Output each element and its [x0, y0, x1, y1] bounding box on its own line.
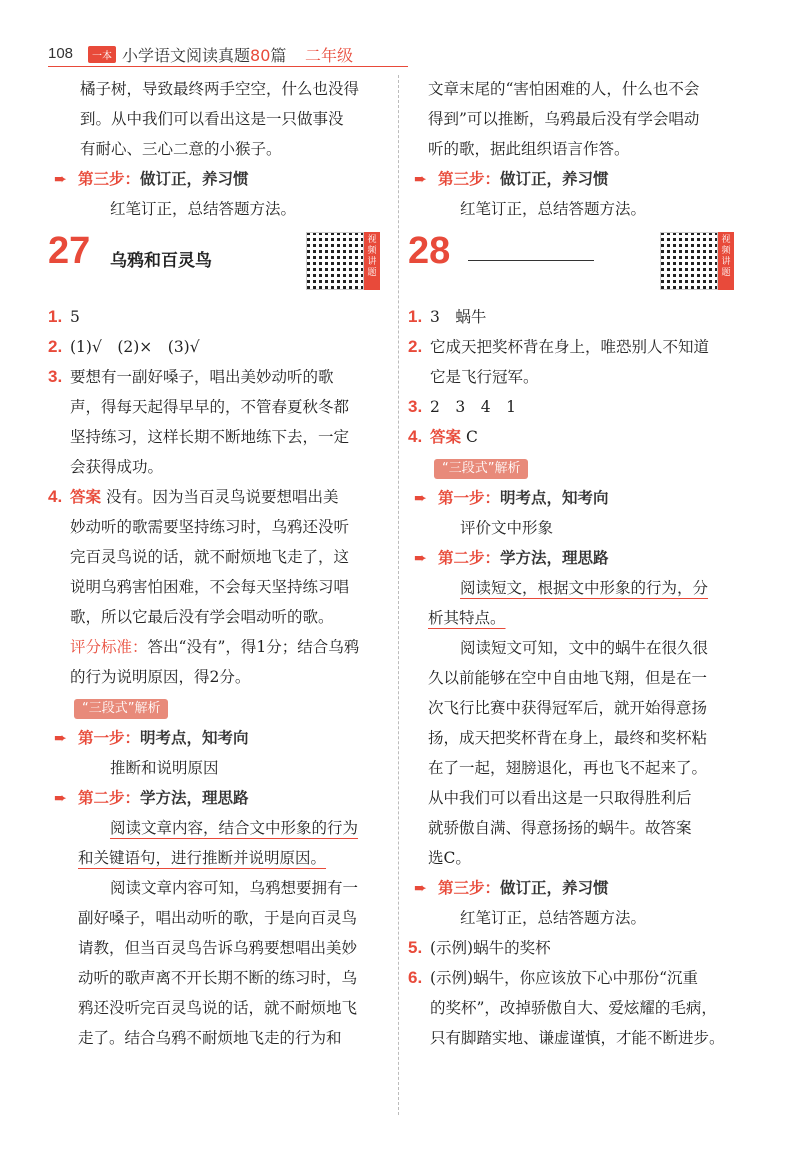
series-logo: 一本: [88, 46, 116, 63]
analysis-block: 阅读短文可知，文中的蜗牛在很久很 久以前能够在空中自由地飞翔，但是在一 次飞行比赛中获得冠军后，就开始得意扬 扬，成天把奖杯背在身上，最终和奖杯粘 在了一起，翅膀退化，再也飞不起来了。 从中我们可以看出这是一只取得胜利后 就骄傲自满、得意扬扬的蜗牛。故答案 选C。: [428, 639, 709, 867]
title-blank-line: [468, 260, 594, 261]
page-header: [0, 0, 800, 70]
question-27-header: [48, 224, 383, 302]
step1-heading: ➨ 第一步：明考点，知考向: [408, 483, 743, 513]
arrow-icon: ➨: [414, 879, 427, 897]
step2-heading: ➨ 第二步：学方法，理思路: [408, 543, 743, 573]
answer-4: 4. 答案 没有。因为当百灵鸟说要想唱出美 妙动听的歌需要坚持练习时，乌鸦还没听 完百灵鸟说的话，就不耐烦地飞走了，这 说明乌鸦害怕困难，不会每天坚持练习唱 歌，所以它最后没有学会唱动听的歌。 评分标准：答出“没有”，得1分；结合乌鸦 的行为说明原因，得2分。: [48, 487, 360, 686]
analysis-block: 阅读文章内容可知，乌鸦想要拥有一 副好嗓子，唱出动听的歌，于是向百灵鸟 请教，但当百灵鸟告诉乌鸦要想唱出美妙 动听的歌声离不开长期不断的练习时，乌 鸦还没听完百灵鸟说的话，就不耐烦地飞 走了。结合乌鸦不耐烦地飞走的行为和: [78, 879, 359, 1047]
answer-1: 1. 3 蜗牛: [408, 307, 487, 326]
continued-line: 有耐心、三心二意的小猴子。: [80, 140, 282, 158]
answer-3: 3. 2 3 4 1: [408, 397, 516, 416]
step3b-text: 红笔订正，总结答题方法。: [460, 909, 647, 927]
analysis-badge: “三段式”解析: [434, 459, 528, 479]
step2-heading: ➨ 第二步：学方法，理思路: [48, 783, 383, 813]
step3-heading: ➨ 第三步：做订正，养习惯: [48, 164, 383, 194]
answer-2: 2. (1)√ (2)× (3)√: [48, 337, 200, 356]
answer-3: 3. 要想有一副好嗓子，唱出美妙动听的歌 声，得每天起得早早的，不管春夏秋冬都 坚持练习，这样长期不断地练下去，一定 会获得成功。: [48, 367, 350, 476]
right-column: [408, 74, 743, 1053]
left-column: [48, 74, 383, 1053]
question-28-header: [408, 224, 743, 302]
book-title: 小学语文阅读真题80篇: [122, 46, 287, 65]
answer-2: 2. 它成天把奖杯背在身上，唯恐别人不知道 它是飞行冠军。: [408, 337, 710, 386]
continued-line: 到。从中我们可以看出这是一只做事没: [80, 110, 344, 128]
step1-text: 推断和说明原因: [110, 759, 219, 777]
column-divider: [398, 75, 399, 1115]
score-label: 评分标准：: [70, 638, 148, 656]
question-number: 28: [408, 230, 451, 272]
page-number: 108: [48, 45, 74, 62]
step3-heading: ➨ 第三步：做订正，养习惯: [408, 164, 743, 194]
header-rule: [48, 66, 408, 67]
continued-line: 橘子树，导致最终两手空空，什么也没得: [80, 80, 360, 98]
answer-1: 1. 5: [48, 307, 80, 326]
step1-heading: ➨ 第一步：明考点，知考向: [48, 723, 383, 753]
answer-5: 5. (示例)蜗牛的奖杯: [408, 938, 551, 957]
answer-keyword: 答案: [70, 488, 102, 506]
question-title: 乌鸦和百灵鸟: [110, 251, 212, 271]
method-block: 阅读文章内容，结合文中形象的行为 和关键语句，进行推断并说明原因。: [78, 819, 359, 867]
question-number: 27: [48, 230, 91, 272]
answer-6: 6. (示例)蜗牛，你应该放下心中那份“沉重 的奖杯”，改掉骄傲自大、爱炫耀的毛病， 只有脚踏实地、谦虚谨慎，才能不断进步。: [408, 968, 725, 1047]
analysis-badge: “三段式”解析: [74, 699, 168, 719]
arrow-icon: ➨: [414, 549, 427, 567]
answer-keyword: 答案: [430, 428, 462, 446]
arrow-icon: ➨: [414, 170, 427, 188]
method-block: 阅读短文，根据文中形象的行为，分 析其特点。: [428, 579, 709, 627]
qr-code-icon[interactable]: [306, 232, 364, 290]
continued-block: 文章末尾的“害怕困难的人，什么也不会 得到”可以推断，乌鸦最后没有学会唱动 听的歌，据此组织语言作答。: [428, 80, 700, 158]
step1-text: 评价文中形象: [460, 519, 554, 537]
arrow-icon: ➨: [54, 170, 67, 188]
arrow-icon: ➨: [414, 489, 427, 507]
arrow-icon: ➨: [54, 789, 67, 807]
video-tag: 视频讲题: [364, 232, 380, 290]
arrow-icon: ➨: [54, 729, 67, 747]
step3-text: 红笔订正，总结答题方法。: [110, 200, 297, 218]
qr-code-icon[interactable]: [660, 232, 718, 290]
grade-label: 二年级: [305, 46, 354, 65]
step3-text: 红笔订正，总结答题方法。: [460, 200, 647, 218]
video-tag: 视频讲题: [718, 232, 734, 290]
step3b-heading: ➨ 第三步：做订正，养习惯: [408, 873, 743, 903]
answer-4: 4. 答案 C: [408, 427, 478, 446]
